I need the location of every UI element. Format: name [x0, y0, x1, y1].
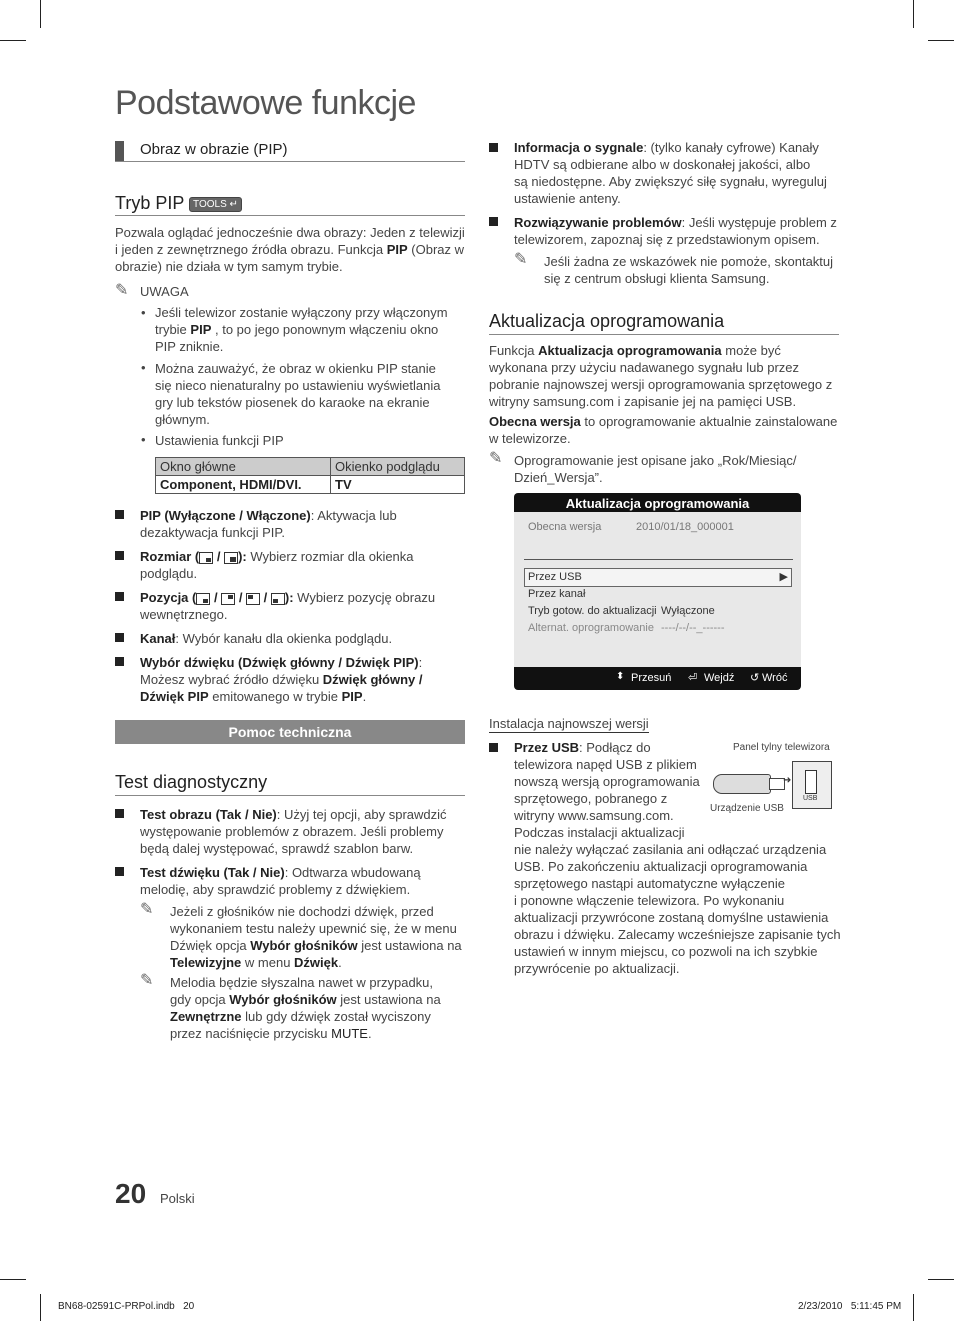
footer-return: Wróć — [762, 672, 788, 684]
pip-intro — [115, 224, 467, 275]
usb-drive-icon — [713, 774, 771, 794]
menu-item-label: Przez USB — [528, 571, 582, 583]
pip-settings-table — [155, 457, 465, 494]
bullet-dot: • — [141, 360, 146, 375]
tools-badge — [189, 197, 242, 212]
tv-menu-screen — [514, 493, 801, 690]
footer-date: 2/23/2010 5:11:45 PM — [798, 1301, 902, 1312]
section-marker — [115, 141, 124, 162]
screen-footer — [514, 667, 801, 690]
text-line: Pozwala oglądać jednocześnie dwa obrazy: Jeden z telewizji — [115, 225, 465, 240]
tryb-pip-title: Tryb PIP — [115, 193, 185, 213]
menu-item-alt: Alternat. oprogramowanie — [528, 622, 654, 634]
info-sygnal-item: Informacja o sygnale: (tylko kanały cyfrowe) Kanały HDTV są odbierane albo w doskonałej jakości, albo są niedostępne. Aby zwiększyć siłę sygnału, wyreguluj ustawienie anteny. — [514, 140, 827, 206]
przez-usb-item: Przez USB: Podłącz do telewizora napęd USB z plikiem nowszą wersją oprogramowania sprzętowego, pobranego z witryny www.samsung.com. Podczas instalacji aktualizacji nie należy wyłączać zasilania ani odłączać urządzenia USB. Po zakończeniu aktualizacji oprogramowania sprzętowego nastąpi automatyczne wyłączenie i ponowne włączenie telewizora. Po wykonaniu aktualizacji przywrócone zostaną domyślne ustawienia obrazu i dźwięku. Zalecamy wcześniejsze zapisanie tych ustawień w innym miejscu, co pozwoli na ich szybkie przywrócenie po aktualizacji. — [514, 740, 841, 976]
bullet-square — [115, 867, 124, 876]
screen-title: Aktualizacja oprogramowania — [565, 496, 750, 511]
position-bottom-left-icon — [271, 593, 285, 605]
section-title: Obraz w obrazie (PIP) — [140, 141, 288, 158]
pencil-note-icon: ✎ — [140, 901, 154, 918]
table-header: Okienko podglądu — [331, 458, 465, 476]
note-item: Oprogramowanie jest opisane jako „Rok/Miesiąc/ Dzień_Wersja”. — [514, 453, 797, 485]
table-cell: TV — [331, 476, 465, 494]
page-title: Podstawowe funkcje — [115, 84, 416, 122]
bullet-square — [489, 217, 498, 226]
text-line: obrazie) nie działa w tym samym trybie. — [115, 259, 343, 274]
note-item: Ustawienia funkcji PIP — [155, 433, 284, 448]
screen-body — [514, 512, 801, 667]
bullet-square — [115, 633, 124, 642]
position-bottom-right-icon — [196, 593, 210, 605]
table-cell: Component, HDMI/DVI. — [156, 476, 331, 494]
instalacja-heading: Instalacja najnowszej wersji — [489, 716, 649, 731]
divider — [115, 795, 465, 796]
note-item: Melodia będzie słyszalna nawet w przypadku, gdy opcja Wybór głośników jest ustawiona na Zewnętrzne lub gdy dźwięk został wyciszony przez naciśnięcie przycisku MUTE. — [170, 975, 441, 1041]
bullet-square — [115, 592, 124, 601]
language-label: Polski — [160, 1191, 195, 1206]
divider — [524, 559, 793, 560]
position-top-left-icon — [246, 593, 260, 605]
pencil-note-icon: ✎ — [489, 450, 503, 467]
menu-item-alt-value: ----/--/--_------ — [661, 622, 725, 634]
pomoc-techniczna-bar: Pomoc techniczna — [115, 720, 465, 744]
divider — [115, 161, 465, 162]
tools-icon: ↵ — [229, 198, 238, 210]
uwaga-label: UWAGA — [140, 284, 189, 299]
device-label: Urządzenie USB — [710, 803, 784, 814]
footer-file: BN68-02591C-PRPol.indb 20 — [58, 1301, 195, 1312]
pencil-note-icon: ✎ — [140, 972, 154, 989]
bullet-square — [489, 743, 498, 752]
test-diag-heading: Test diagnostyczny — [115, 772, 268, 792]
bullet-dot: • — [141, 432, 146, 447]
usb-port-icon — [805, 770, 817, 794]
aktualizacja-text: Funkcja Aktualizacja oprogramowania może być wykonana przy użyciu nadawanego sygnału lub przez pobranie najnowszej wersji oprogramowania sprzętowego z witryny samsung.com i zapisanie jej na pamięci USB. Obecna wersja to oprogramowanie aktualnie zainstalowane w telewizorze. — [489, 343, 838, 446]
footer-move: Przesuń — [631, 672, 672, 684]
pencil-note-icon: ✎ — [115, 282, 129, 299]
size-small-icon — [199, 552, 213, 564]
bullet-dot: • — [141, 305, 146, 320]
position-top-right-icon — [221, 593, 235, 605]
menu-item-tryb-value: Wyłączone — [661, 605, 715, 617]
rozwiazywanie-item: Rozwiązywanie problemów: Jeśli występuje problem z telewizorem, zapoznaj się z przedstawionym opisem. — [514, 215, 837, 247]
crop-mark — [0, 40, 26, 41]
current-version-label: Obecna wersja — [528, 521, 602, 533]
bullet-square — [115, 809, 124, 818]
bullet-square — [115, 551, 124, 560]
usb-port-label: USB — [803, 795, 818, 802]
divider — [489, 334, 839, 335]
aktualizacja-heading: Aktualizacja oprogramowania — [489, 311, 725, 331]
crop-mark — [928, 1279, 954, 1280]
crop-mark — [928, 40, 954, 41]
tv-rear-panel — [792, 761, 832, 809]
note-item: Jeżeli z głośników nie dochodzi dźwięk, przed wykonaniem testu należy upewnić się, że w menu Dźwięk opcja Wybór głośników jest ustawiona na Telewizyjne w menu Dźwięk. — [170, 904, 462, 970]
crop-mark — [0, 1279, 26, 1280]
menu-item-kanal[interactable]: Przez kanał — [528, 588, 586, 600]
footer-enter: Wejdź — [704, 672, 735, 684]
pencil-note-icon: ✎ — [514, 251, 528, 268]
note-item: Jeśli żadna ze wskazówek nie pomoże, skontaktuj się z centrum obsługi klienta Samsung. — [544, 254, 834, 286]
arrow-right-icon: ➜ — [783, 775, 792, 786]
test-obrazu-item: Test obrazu (Tak / Nie): Użyj tej opcji, aby sprawdzić występowanie problemów z obrazem. Jeśli problemy będą dalej występować, sprawdź szablon barw. — [140, 807, 447, 856]
updown-icon: ⬍ — [616, 671, 625, 682]
arrow-right-icon: ▶ — [779, 571, 788, 583]
table-header: Okno główne — [156, 458, 331, 476]
return-icon: ↺ — [750, 672, 760, 684]
rozmiar-item: Rozmiar ( / ): Wybierz rozmiar dla okienka podglądu. — [140, 549, 414, 581]
tryb-pip-heading — [115, 193, 242, 214]
table-row — [156, 476, 465, 494]
bullet-square — [115, 510, 124, 519]
crop-mark — [913, 1294, 914, 1321]
text-line: i jeden z zewnętrznego źródła obrazu. Funkcja PIP (Obraz w — [115, 242, 465, 257]
page-number: 20 — [115, 1178, 147, 1209]
size-large-icon — [224, 552, 238, 564]
crop-mark — [913, 0, 914, 28]
test-dzwieku-item: Test dźwięku (Tak / Nie): Odtwarza wbudowaną melodię, aby sprawdzić problemy z dźwiękiem. — [140, 865, 421, 897]
crop-mark — [40, 1294, 41, 1321]
note-item: Jeśli telewizor zostanie wyłączony przy włączonym trybie PIP , to po jego ponownym włączeniu okno PIP zniknie. — [155, 305, 448, 354]
menu-item-usb[interactable] — [524, 568, 792, 587]
pip-onoff-item: PIP (Wyłączone / Włączone): Aktywacja lub dezaktywacja funkcji PIP. — [140, 508, 397, 540]
bullet-square — [489, 143, 498, 152]
tools-label: TOOLS — [193, 198, 227, 210]
table-header-row — [156, 458, 465, 476]
note-item: Można zauważyć, że obraz w okienku PIP stanie się nieco nienaturalny po ustawieniu wyświetlania gry lub tekstów piosenek do karaoke na ekranie głównym. — [155, 361, 441, 427]
crop-mark — [40, 0, 41, 28]
dzwiek-item: Wybór dźwięku (Dźwięk główny / Dźwięk PIP): Możesz wybrać źródło dźwięku Dźwięk główny / Dźwięk PIP emitowanego w trybie PIP. — [140, 655, 423, 704]
current-version-value: 2010/01/18_000001 — [636, 521, 734, 533]
panel-label: Panel tylny telewizora — [733, 742, 830, 753]
kanal-item: Kanał: Wybór kanału dla okienka podglądu. — [140, 631, 393, 646]
pozycja-item: Pozycja ( / / / ): Wybierz pozycję obrazu wewnętrznego. — [140, 590, 436, 622]
enter-icon: ⏎ — [688, 672, 698, 684]
menu-item-tryb[interactable]: Tryb gotow. do aktualizacji — [528, 605, 657, 617]
divider — [115, 215, 465, 216]
bullet-square — [115, 657, 124, 666]
